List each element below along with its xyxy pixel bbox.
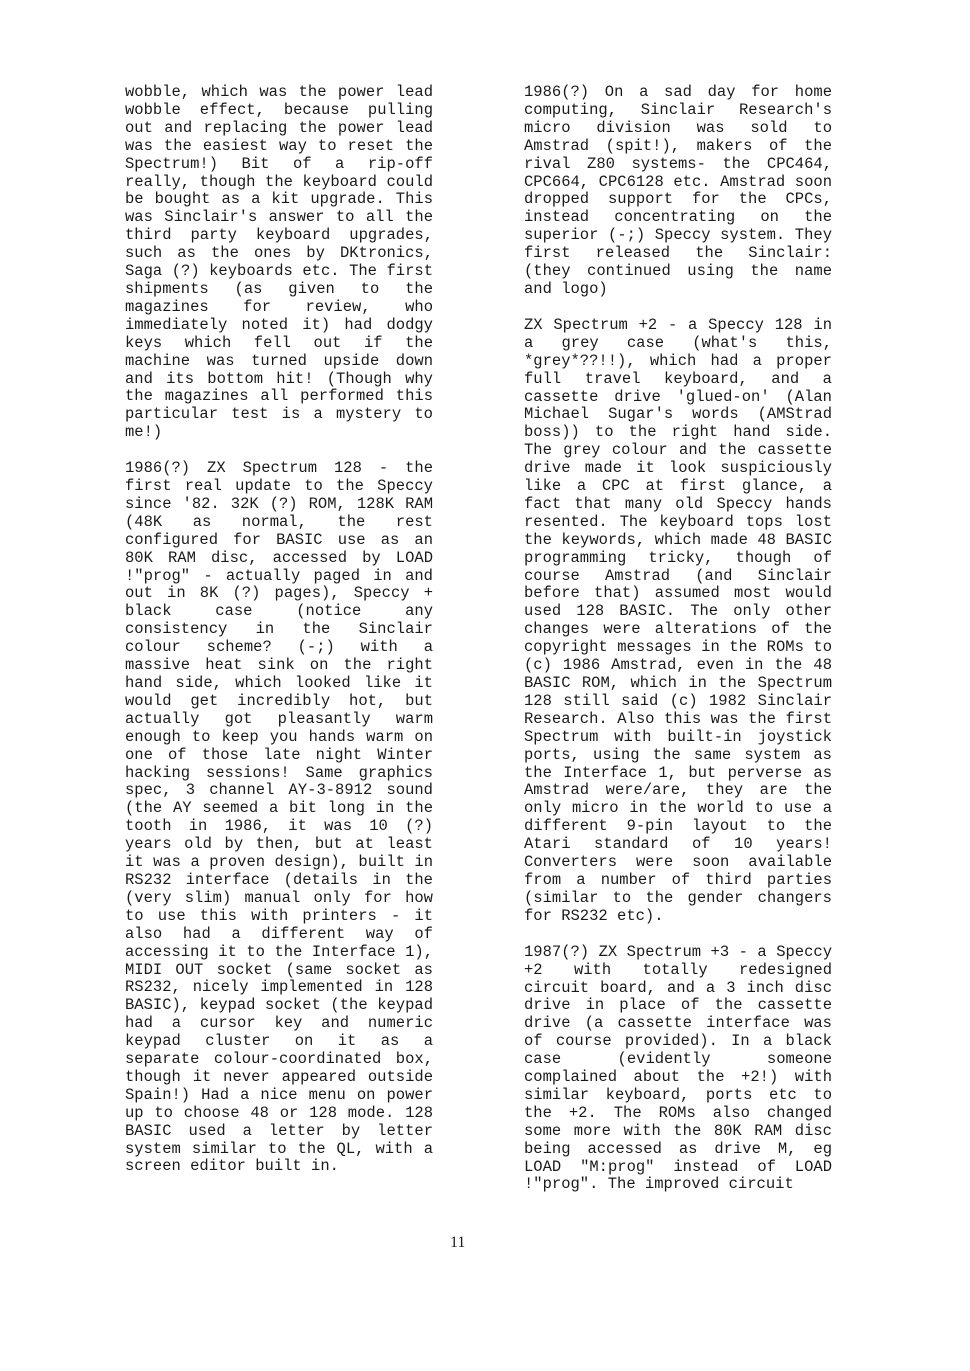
right-column [524,84,832,1194]
paragraph-spectrum-128: 1986(?) ZX Spectrum 128 - the first real update to the Speccy since '82. 32K (?) ROM, 128K RAM (48K as normal, the rest configured for BASIC use as an 80K RAM disc, accessed by LOAD !"prog" - actually paged in and out in 8K (?) pages), Speccy + black case (notice any consistency in the Sinclair colour scheme? (-;) with a massive heat sink on the right hand side, which looked like it would get incredibly hot, but actually got pleasantly warm enough to keep you hands warm on one of those late night Winter hacking sessions! Same graphics spec, 3 channel AY-3-8912 sound (the AY seemed a bit long in the tooth in 1986, it was 10 (?) years old by then, but at least it was a proven design), built in RS232 interface (details in the (very slim) manual only for how to use this with printers - it also had a different way of accessing it to the Interface 1), MIDI OUT socket (same socket as RS232, nicely implemented in 128 BASIC), keypad socket (the keypad had a cursor key and numeric keypad cluster on it as a separate colour-coordinated box, though it never appeared outside Spain!) Had a nice menu on power up to choose 48 or 128 mode. 128 BASIC used a letter by letter system similar to the QL, with a screen editor built in. [125,459,433,1176]
page-number: 11 [450,1234,466,1251]
paragraph-spectrum-plus3: 1987(?) ZX Spectrum +3 - a Speccy +2 with totally redesigned circuit board, and a 3 inch disc drive in place of the cassette drive (a cassette interface was of course provided). In a black case (evidently someone complained about the +2!) with similar keyboard, ports etc to the +2. The ROMs also changed some more with the 80K RAM disc being accessed as drive M, eg LOAD "M:prog" instead of LOAD !"prog". The improved circuit [524,942,832,1194]
paragraph-spectrum-plus2: ZX Spectrum +2 - a Speccy 128 in a grey case (what's this, *grey*??!!), which had a proper full travel keyboard, and a cassette drive 'glued-on' (Alan Michael Sugar's words (AMStrad boss)) to the right hand side. The grey colour and the cassette drive made it look suspiciously like a CPC at first glance, a fact that many old Speccy hands resented. The keyboard tops lost the keywords, which made 48 BASIC programming tricky, though of course Amstrad (and Sinclair before that) assumed most would used 128 BASIC. The only other changes were alterations of the copyright messages in the ROMs to (c) 1986 Amstrad, even in the 48 BASIC ROM, which in the Spectrum 128 still said (c) 1982 Sinclair Research. Also this was the first Spectrum with built-in joystick ports, using the same system as the Interface 1, but perverse as Amstrad were/are, they are the only micro in the world to use a different 9-pin layout to the Atari standard of 10 years! Converters were soon available from a number of third parties (similar to the gender changers for RS232 etc). [524,315,832,925]
paragraph-keyboard-upgrade: wobble, which was the power lead wobble effect, because pulling out and replacing the power lead was the easiest way to reset the Spectrum!) Bit of a rip-off really, though the keyboard could be bought as a kit upgrade. This was Sinclair's answer to all the third party keyboard upgrades, such as the ones by DKtronics, Saga (?) keyboards etc. The first shipments (as given to the magazines for review, who immediately noted it) had dodgy keys which fell out if the machine was turned upside down and its bottom hit! (Though why the magazines all performed this particular test is a mystery to me!) [125,83,433,442]
left-column [125,84,433,1176]
paragraph-amstrad-sale: 1986(?) On a sad day for home computing, Sinclair Research's micro division was sold to Amstrad (spit!), makers of the rival Z80 systems- the CPC464, CPC664, CPC6128 etc. Amstrad soon dropped support for the CPCs, instead concentrating on the superior (-;) Speccy system. They first released the Sinclair: (they continued using the name and logo) [524,83,832,298]
